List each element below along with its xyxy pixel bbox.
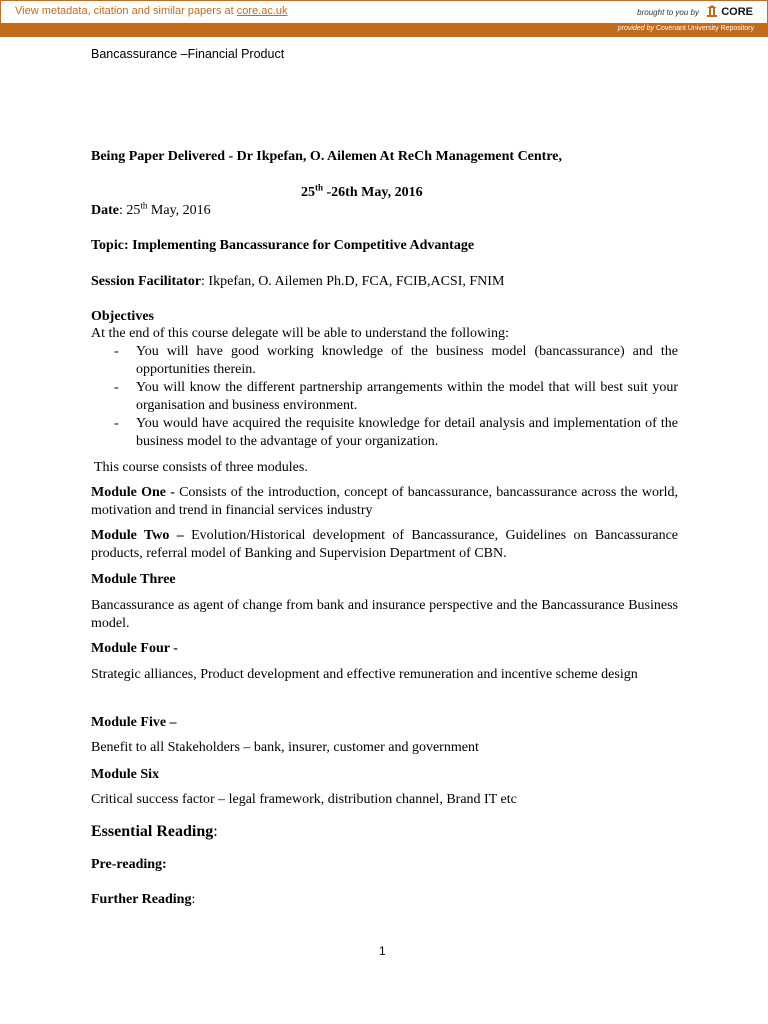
core-link-text[interactable]: core.ac.uk [236,5,288,17]
paper-title: Being Paper Delivered - Dr Ikpefan, O. Ailemen At ReCh Management Centre, [91,149,563,164]
facilitator-label: Session Facilitator [91,274,202,289]
further-reading-label: Further Reading [91,892,192,907]
module-four-text: Strategic alliances, Product development and effective remuneration and incentive scheme design [91,667,638,682]
essential-reading-label: Essential Reading [91,823,214,840]
module-six-heading: Module Six [91,767,160,782]
provided-source: Covenant University Repository [655,25,754,32]
core-link-prefix: View metadata, citation and similar papers at [15,5,237,17]
module-three-heading: Module Three [91,572,176,587]
further-reading-colon: : [191,892,196,907]
date-day: 25 [126,203,141,218]
objectives-list [110,343,678,451]
core-banner [0,0,768,24]
module-one-text: Consists of the introduction, concept of bancassurance, bancassurance across the world, motivation and trend in financial services industry [91,485,678,518]
running-header: Bancassurance –Financial Product [91,47,285,61]
event-date-rest: -26th May, 2016 [323,185,423,200]
further-reading-heading [91,891,195,909]
objective-item: - You would have acquired the requisite knowledge for detail analysis and implementation of the business model to the advantage of your organization. [110,415,678,451]
module-two [91,527,678,563]
core-logo-icon [706,5,718,18]
module-one-label: Module One - [91,485,175,500]
date-label: Date [91,203,119,218]
event-date-day: 25 [301,185,315,200]
brought-to-you-text: brought to you by [637,8,699,17]
date-sep: : [119,203,127,218]
core-logo[interactable] [706,5,753,18]
core-logo-label: CORE [721,5,753,18]
module-six-text: Critical success factor – legal framework, distribution channel, Brand IT etc [91,792,517,807]
date-sup: th [140,200,148,211]
provided-by-bar [0,23,768,37]
provided-by-text [618,25,754,32]
event-date-sup: th [315,182,324,193]
facilitator-value: : Ikpefan, O. Ailemen Ph.D, FCA, FCIB,ACSI, FNIM [201,274,505,289]
objective-item: - You will know the different partnership arrangements within the model that will best suit your organisation and business environment. [110,379,678,415]
essential-reading-colon: : [213,823,218,840]
core-metadata-link[interactable] [15,5,288,17]
provided-prefix: provided by [617,25,654,32]
pre-reading-heading: Pre-reading: [91,857,167,872]
module-two-label: Module Two – [91,528,184,543]
objectives-heading: Objectives [91,309,154,324]
topic-line: Topic: Implementing Bancassurance for Competitive Advantage [91,238,475,253]
facilitator-line [91,273,504,291]
module-four-heading: Module Four - [91,641,178,656]
date-rest: May, 2016 [147,203,211,218]
page-number: 1 [379,944,386,958]
event-dates [301,184,423,202]
module-one [91,484,678,520]
objectives-intro: At the end of this course delegate will be able to understand the following: [91,326,509,341]
module-three-text: Bancassurance as agent of change from bank and insurance perspective and the Bancassurance Business model. [91,598,678,631]
module-five-text: Benefit to all Stakeholders – bank, insurer, customer and government [91,740,479,755]
module-five-heading: Module Five – [91,715,177,730]
module-two-text: Evolution/Historical development of Bancassurance, Guidelines on Bancassurance products, referral model of Banking and Supervision Department of CBN. [91,528,678,561]
modules-intro: This course consists of three modules. [94,460,308,475]
objective-item: - You will have good working knowledge of the business model (bancassurance) and the opportunities therein. [110,343,678,379]
date-line [91,202,211,220]
essential-reading-heading [91,822,218,842]
